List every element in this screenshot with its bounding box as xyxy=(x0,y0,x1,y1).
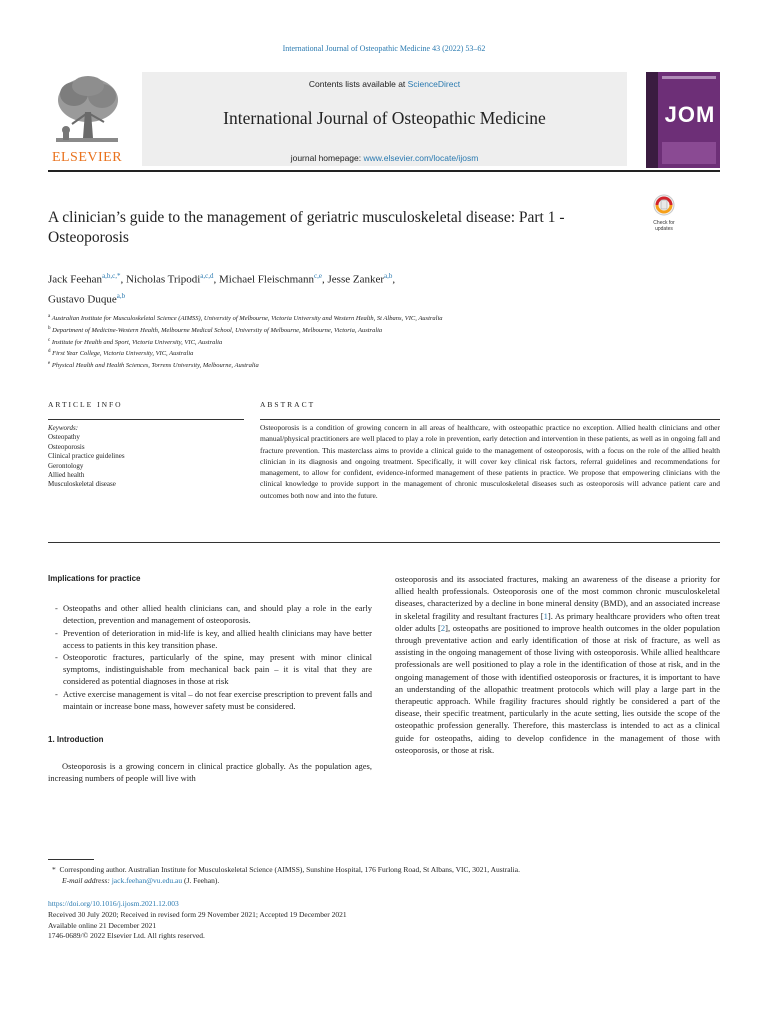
footnote-rule xyxy=(48,859,94,860)
keywords-block xyxy=(48,424,244,490)
affiliation-mark: a xyxy=(48,314,51,319)
affiliation-item xyxy=(48,359,708,371)
introduction-heading: 1. Introduction xyxy=(48,735,104,745)
reference-link-1[interactable]: 1 xyxy=(543,610,548,621)
affiliation-mark: c xyxy=(48,337,51,343)
keyword-item: Allied health xyxy=(48,471,85,480)
affiliation-item xyxy=(48,312,708,324)
author-name[interactable]: Jesse Zanker xyxy=(327,273,385,286)
author-affiliation-marks[interactable]: a,b,c,* xyxy=(102,272,121,280)
corresponding-author-text: Corresponding author. Australian Institute for Musculoskeletal Science (AIMSS), Sunshine Hospital, 176 Furlong Road, St Albans, VIC, 3021, Australia. xyxy=(59,865,520,874)
keyword-list xyxy=(48,433,244,489)
author-name[interactable]: Michael Fleischmann xyxy=(219,273,315,286)
keyword-item: Musculoskeletal disease xyxy=(48,480,116,489)
footnote-star: * xyxy=(52,865,56,874)
author-name[interactable]: Nicholas Tripodi xyxy=(126,273,201,286)
reference-link-2[interactable]: 2 xyxy=(440,622,446,633)
journal-title: International Journal of Osteopathic Medicine xyxy=(223,108,546,128)
intro-text-part2: ]. As primary healthcare providers who often treat older adults [ xyxy=(395,610,720,633)
homepage-link[interactable]: www.elsevier.com/locate/ijosm xyxy=(363,153,479,163)
keywords-label: Keywords: xyxy=(48,424,79,432)
article-info-rule xyxy=(48,419,244,420)
email-label: E-mail address: xyxy=(62,876,110,885)
affiliation-item xyxy=(48,324,708,336)
author-affiliation-marks[interactable]: a,c,d xyxy=(200,272,214,280)
email-suffix: (J. Feehan). xyxy=(182,876,220,885)
affiliation-item xyxy=(48,347,708,359)
doi-link[interactable]: https://doi.org/10.1016/j.ijosm.2021.12.003 xyxy=(48,899,179,908)
elsevier-wordmark: ELSEVIER xyxy=(51,150,123,165)
affiliation-text: Physical Health and Health Sciences, Torrens University, Melbourne, Australia xyxy=(51,362,259,370)
abstract-rule xyxy=(260,419,720,420)
author-separator: , xyxy=(322,273,328,286)
check-for-updates-badge[interactable] xyxy=(648,194,680,232)
affiliation-list xyxy=(48,312,708,371)
author-affiliation-marks[interactable]: c,e xyxy=(314,272,322,280)
author-separator: , xyxy=(392,273,396,286)
received-dates: Received 30 July 2020; Received in revised form 29 November 2021; Accepted 19 December 2021 xyxy=(48,909,347,919)
introduction-paragraph-start: Osteoporosis is a growing concern in clinical practice globally. As the population ages, increasing numbers of people will live with xyxy=(48,761,372,784)
affiliation-item xyxy=(48,336,708,348)
author-name[interactable]: Jack Feehan xyxy=(48,273,103,286)
header-rule xyxy=(48,170,720,172)
available-online: Available online 21 December 2021 xyxy=(48,920,157,930)
author-affiliation-marks[interactable]: a,b xyxy=(384,272,393,280)
implications-list xyxy=(48,602,372,712)
keyword-item: Osteopathy xyxy=(48,433,80,442)
email-line xyxy=(48,875,720,886)
left-column xyxy=(48,573,372,785)
implications-title: Implications for practice xyxy=(48,574,141,583)
article-title: A clinician’s guide to the management of geriatric musculoskeletal disease: Part 1 - Osteoporosis xyxy=(48,209,565,246)
abstract-heading: ABSTRACT xyxy=(260,400,316,409)
implication-item: - Active exercise management is vital – do not fear exercise prescription to prevent falls and maintain or increase bone mass, however safety must be considered. xyxy=(48,688,372,712)
affiliation-text: Australian Institute for Musculoskeletal Science (AIMSS), University of Melbourne, Victoria University and Western Health, St Albans, VIC, Australia xyxy=(51,315,443,323)
abstract-bottom-rule xyxy=(48,542,720,543)
article-info-heading: ARTICLE INFO xyxy=(48,400,123,409)
author-affiliation-marks[interactable]: a,b xyxy=(116,291,126,300)
check-updates-label: Check for updates xyxy=(653,220,675,232)
keyword-item: Gerontology xyxy=(48,461,84,470)
right-column xyxy=(395,573,720,756)
implication-item: - Osteoporotic fractures, particularly of the spine, may present with minor clinical symptoms, indistinguishable from mechanical back pain – it is vital that they are considered as potential diagnoses in those at risk xyxy=(48,651,372,688)
journal-reference[interactable]: International Journal of Osteopathic Medicine 43 (2022) 53–62 xyxy=(282,44,486,53)
keyword-item: Osteoporosis xyxy=(48,442,85,451)
sciencedirect-link[interactable]: ScienceDirect xyxy=(407,79,461,89)
journal-cover[interactable] xyxy=(646,72,720,168)
email-link[interactable]: jack.feehan@vu.edu.au xyxy=(111,876,183,885)
author-separator: , xyxy=(120,273,127,286)
copyright-notice: 1746-0689/© 2022 Elsevier Ltd. All rights reserved. xyxy=(48,931,205,941)
homepage-line xyxy=(142,153,627,163)
affiliation-mark: e xyxy=(48,361,51,366)
contents-prefix: Contents lists available at xyxy=(308,79,408,89)
implication-item: - Prevention of deterioration in mid-life is key, and allied health clinicians may have better access to patients in this key transition phase. xyxy=(48,627,372,651)
elsevier-tree-icon xyxy=(48,72,126,148)
author-name[interactable]: Gustavo Duque xyxy=(48,293,117,306)
abstract-text: Osteoporosis is a condition of growing concern in all areas of healthcare, with osteopathic practice no exception. Allied health clinicians and other manual/physical practitioners are well placed to play a role in prevention, early detection and intervention in these patients, as well as in ongoing fall and fracture prevention. This masterclass aims to provide a clinical guide to the management of osteoporosis, with a focus on the role of the allied health clinician in its diagnosis and ongoing treatment. Specifically, it will cover key clinical risk factors, referral guidelines and recommendations for management, to allow for confident, evidence-informed management of these patients in practice. We propose that empowering clinicians with the clinical knowledge to provide support in the management of chronic musculoskeletal diseases such as osteoporosis will advance patient care and outcomes both now and into the future. xyxy=(260,423,720,500)
journal-cover-text: JOM xyxy=(664,102,716,127)
intro-text-part1: osteoporosis and its associated fractures, making an awareness of the disease a priority for allied health professionals. Osteoporosis one of the most common chronic musculoskeletal diseases, characterized by a decline in bone mineral density (BMD), and an associated increase in skeletal fragility and resultant fractures [ xyxy=(395,574,720,621)
corresponding-author-note xyxy=(48,864,720,875)
contents-line xyxy=(142,79,627,89)
implication-item: - Osteopaths and other allied health clinicians can, and should play a role in the early detection, prevention and management of osteoporosis. xyxy=(48,602,372,626)
affiliation-text: First Year College, Victoria University, VIC, Australia xyxy=(52,350,194,358)
homepage-prefix: journal homepage: xyxy=(290,153,364,163)
keyword-item: Clinical practice guidelines xyxy=(48,452,125,461)
check-updates-icon xyxy=(648,194,680,216)
affiliation-text: Institute for Health and Sport, Victoria University, VIC, Australia xyxy=(51,338,223,346)
affiliation-mark: d xyxy=(48,349,51,355)
publication-info xyxy=(48,899,720,942)
intro-text-part3: ], osteopaths are positioned to improve health outcomes in the older population through preventative action and early identification of those at risk of fracture, as well as assisting in the ongoing management of those living with osteoporosis. While allied healthcare professionals are well positioned to play a role in the identification of those at risk, and in the ongoing management of those with identified osteoporosis or fractures, it is important to have an understanding of the allopathic treatment protocols which will play a large part in the therapeutic approach. While fragility fractures should rightly be considered a part of the disease, their specific treatment, particularly in the acute setting, lies outside the scope of the osteopathic profession generally. Therefore, this masterclass is intended to act as a clinical guide for osteopaths, aiding to develop confidence in the management of those with osteoporosis, or those at risk. xyxy=(395,622,721,755)
affiliation-mark: b xyxy=(48,325,51,331)
affiliation-text: Department of Medicine-Western Health, Melbourne Medical School, University of Melbourne, Melbourne, Victoria, Australia xyxy=(52,326,383,334)
author-separator: , xyxy=(213,273,220,286)
footnote xyxy=(48,864,720,886)
author-list xyxy=(48,268,648,307)
